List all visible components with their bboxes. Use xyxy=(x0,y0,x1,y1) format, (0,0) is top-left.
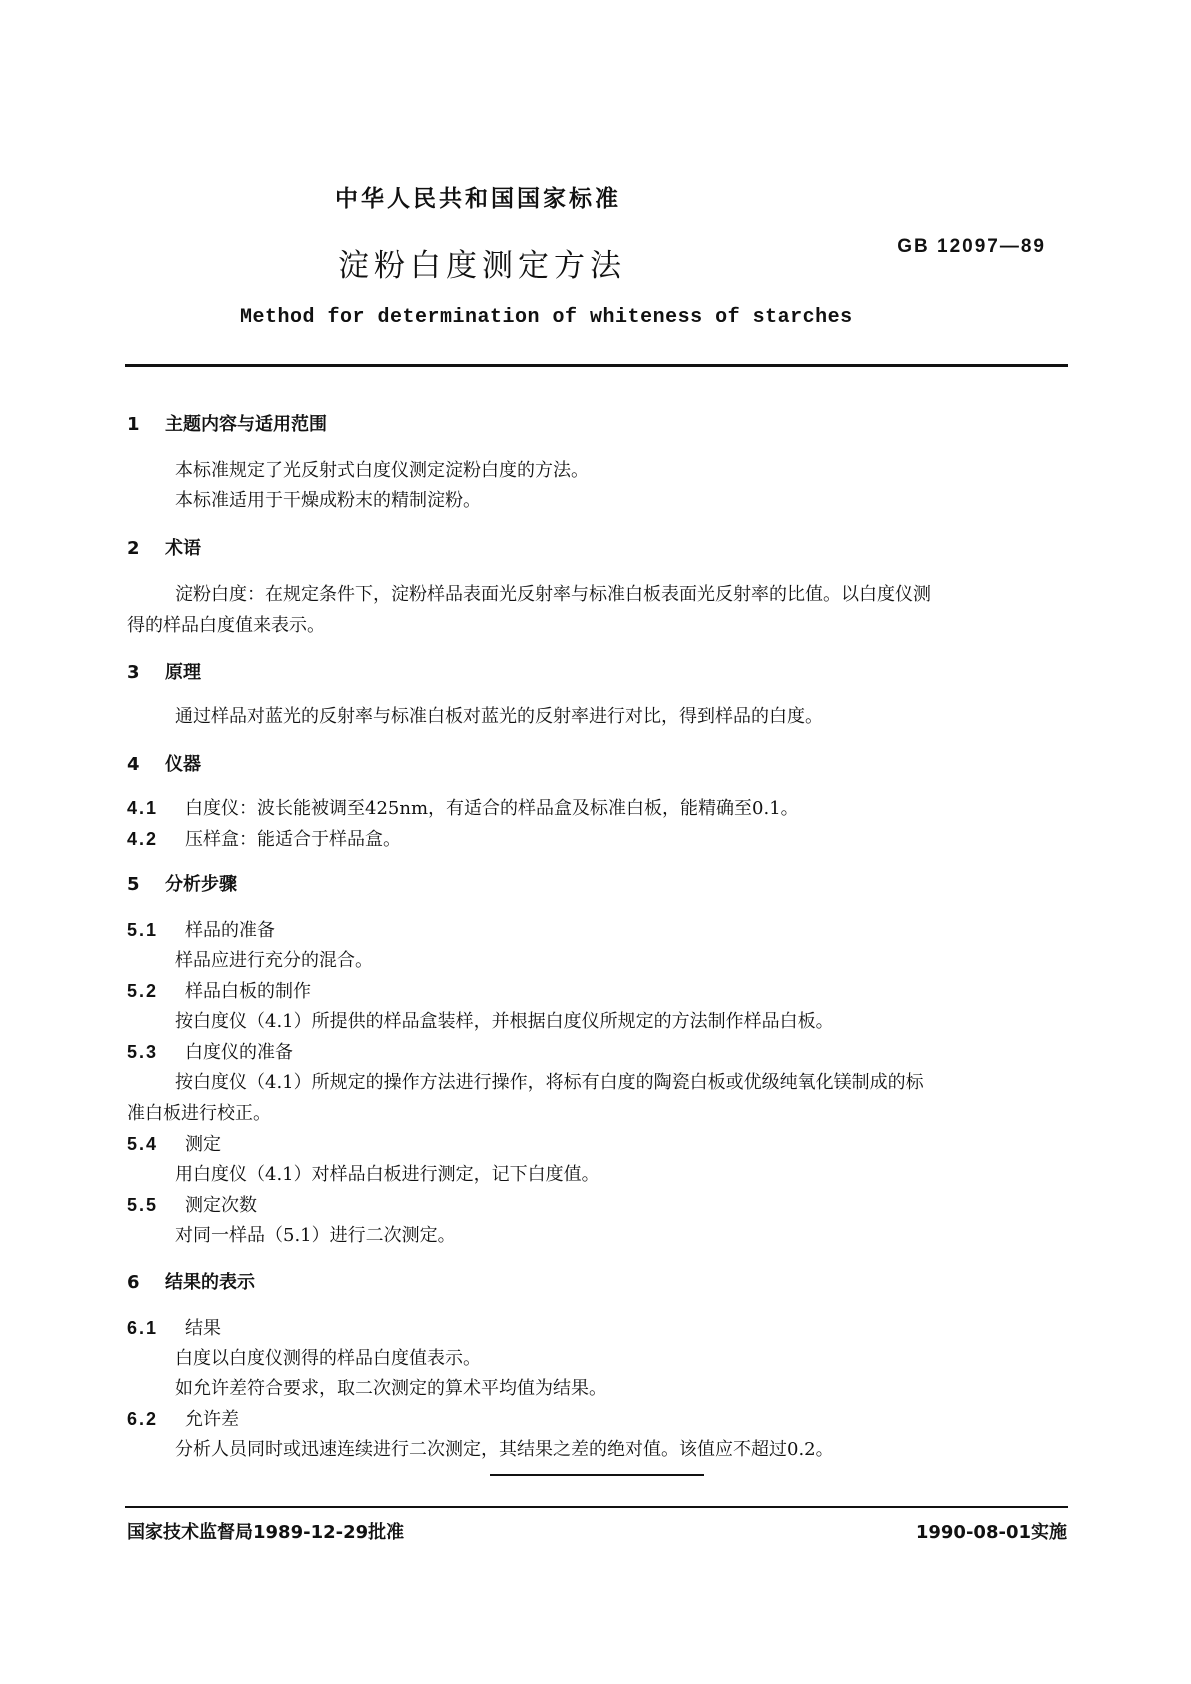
clause-title: 样品白板的制作 xyxy=(185,981,311,1002)
standard-title-cn: 淀粉白度测定方法 xyxy=(338,248,626,284)
clause-5-5 xyxy=(127,1191,257,1217)
paragraph: 分析人员同时或迅速连续进行二次测定，其结果之差的绝对值。该值应不超过0.2。 xyxy=(175,1439,834,1460)
clause-4-1 xyxy=(127,794,799,820)
paragraph: 本标准规定了光反射式白度仪测定淀粉白度的方法。 xyxy=(175,460,589,481)
section-number: 6 xyxy=(127,1272,140,1293)
footer-divider xyxy=(125,1506,1068,1508)
paragraph: 本标准适用于干燥成粉末的精制淀粉。 xyxy=(175,490,481,511)
clause-text: 压样盒：能适合于样品盒。 xyxy=(185,829,401,850)
section-4-heading xyxy=(127,750,201,776)
clause-title: 测定 xyxy=(185,1134,221,1155)
clause-5-4 xyxy=(127,1130,221,1156)
clause-title: 白度仪的准备 xyxy=(185,1042,293,1063)
clause-number: 4.2 xyxy=(127,829,159,849)
section-title: 术语 xyxy=(165,538,201,559)
section-number: 3 xyxy=(127,662,140,683)
section-6-heading xyxy=(127,1268,255,1294)
clause-number: 6.2 xyxy=(127,1409,159,1429)
section-title: 原理 xyxy=(165,662,201,683)
section-title: 结果的表示 xyxy=(165,1272,255,1293)
clause-title: 允许差 xyxy=(185,1409,239,1430)
paragraph: 用白度仪（4.1）对样品白板进行测定，记下白度值。 xyxy=(175,1164,600,1185)
clause-number: 5.2 xyxy=(127,981,159,1001)
clause-6-2 xyxy=(127,1405,239,1431)
clause-text: 白度仪：波长能被调至425nm，有适合的样品盒及标准白板，能精确至0.1。 xyxy=(185,798,799,819)
paragraph: 按白度仪（4.1）所规定的操作方法进行操作，将标有白度的陶瓷白板或优级纯氧化镁制成的标 xyxy=(175,1072,924,1093)
section-number: 2 xyxy=(127,538,140,559)
paragraph: 白度以白度仪测得的样品白度值表示。 xyxy=(175,1348,481,1369)
header-divider xyxy=(125,364,1068,367)
clause-number: 5.5 xyxy=(127,1195,159,1215)
paragraph: 淀粉白度：在规定条件下，淀粉样品表面光反射率与标准白板表面光反射率的比值。以白度仪测 xyxy=(175,584,931,605)
clause-title: 结果 xyxy=(185,1318,221,1339)
section-number: 1 xyxy=(127,414,140,435)
section-title: 仪器 xyxy=(165,754,201,775)
clause-title: 测定次数 xyxy=(185,1195,257,1216)
paragraph: 样品应进行充分的混合。 xyxy=(175,950,373,971)
effective-date: 1990-08-01实施 xyxy=(915,1522,1067,1543)
standard-title-en: Method for determination of whiteness of starches xyxy=(240,306,853,329)
paragraph: 如允许差符合要求，取二次测定的算术平均值为结果。 xyxy=(175,1378,607,1399)
national-standard-heading: 中华人民共和国国家标准 xyxy=(335,186,621,212)
clause-number: 6.1 xyxy=(127,1318,159,1338)
section-3-heading xyxy=(127,658,201,684)
section-title: 分析步骤 xyxy=(165,874,237,895)
clause-6-1 xyxy=(127,1314,221,1340)
approval-note: 国家技术监督局1989-12-29批准 xyxy=(127,1522,405,1543)
clause-5-3 xyxy=(127,1038,293,1064)
clause-number: 5.1 xyxy=(127,920,159,940)
clause-5-1 xyxy=(127,916,275,942)
paragraph-continuation: 准白板进行校正。 xyxy=(127,1103,271,1124)
section-title: 主题内容与适用范围 xyxy=(165,414,327,435)
section-number: 5 xyxy=(127,874,140,895)
paragraph-continuation: 得的样品白度值来表示。 xyxy=(127,615,325,636)
section-1-heading xyxy=(127,410,327,436)
section-2-heading xyxy=(127,534,201,560)
clause-4-2 xyxy=(127,825,401,851)
standard-number: GB 12097—89 xyxy=(897,236,1046,257)
end-mark-line xyxy=(490,1474,704,1476)
clause-title: 样品的准备 xyxy=(185,920,275,941)
clause-number: 4.1 xyxy=(127,798,159,818)
section-5-heading xyxy=(127,870,237,896)
clause-number: 5.4 xyxy=(127,1134,159,1154)
clause-5-2 xyxy=(127,977,311,1003)
paragraph: 按白度仪（4.1）所提供的样品盒装样，并根据白度仪所规定的方法制作样品白板。 xyxy=(175,1011,834,1032)
paragraph: 通过样品对蓝光的反射率与标准白板对蓝光的反射率进行对比，得到样品的白度。 xyxy=(175,706,823,727)
clause-number: 5.3 xyxy=(127,1042,159,1062)
section-number: 4 xyxy=(127,754,140,775)
paragraph: 对同一样品（5.1）进行二次测定。 xyxy=(175,1225,456,1246)
